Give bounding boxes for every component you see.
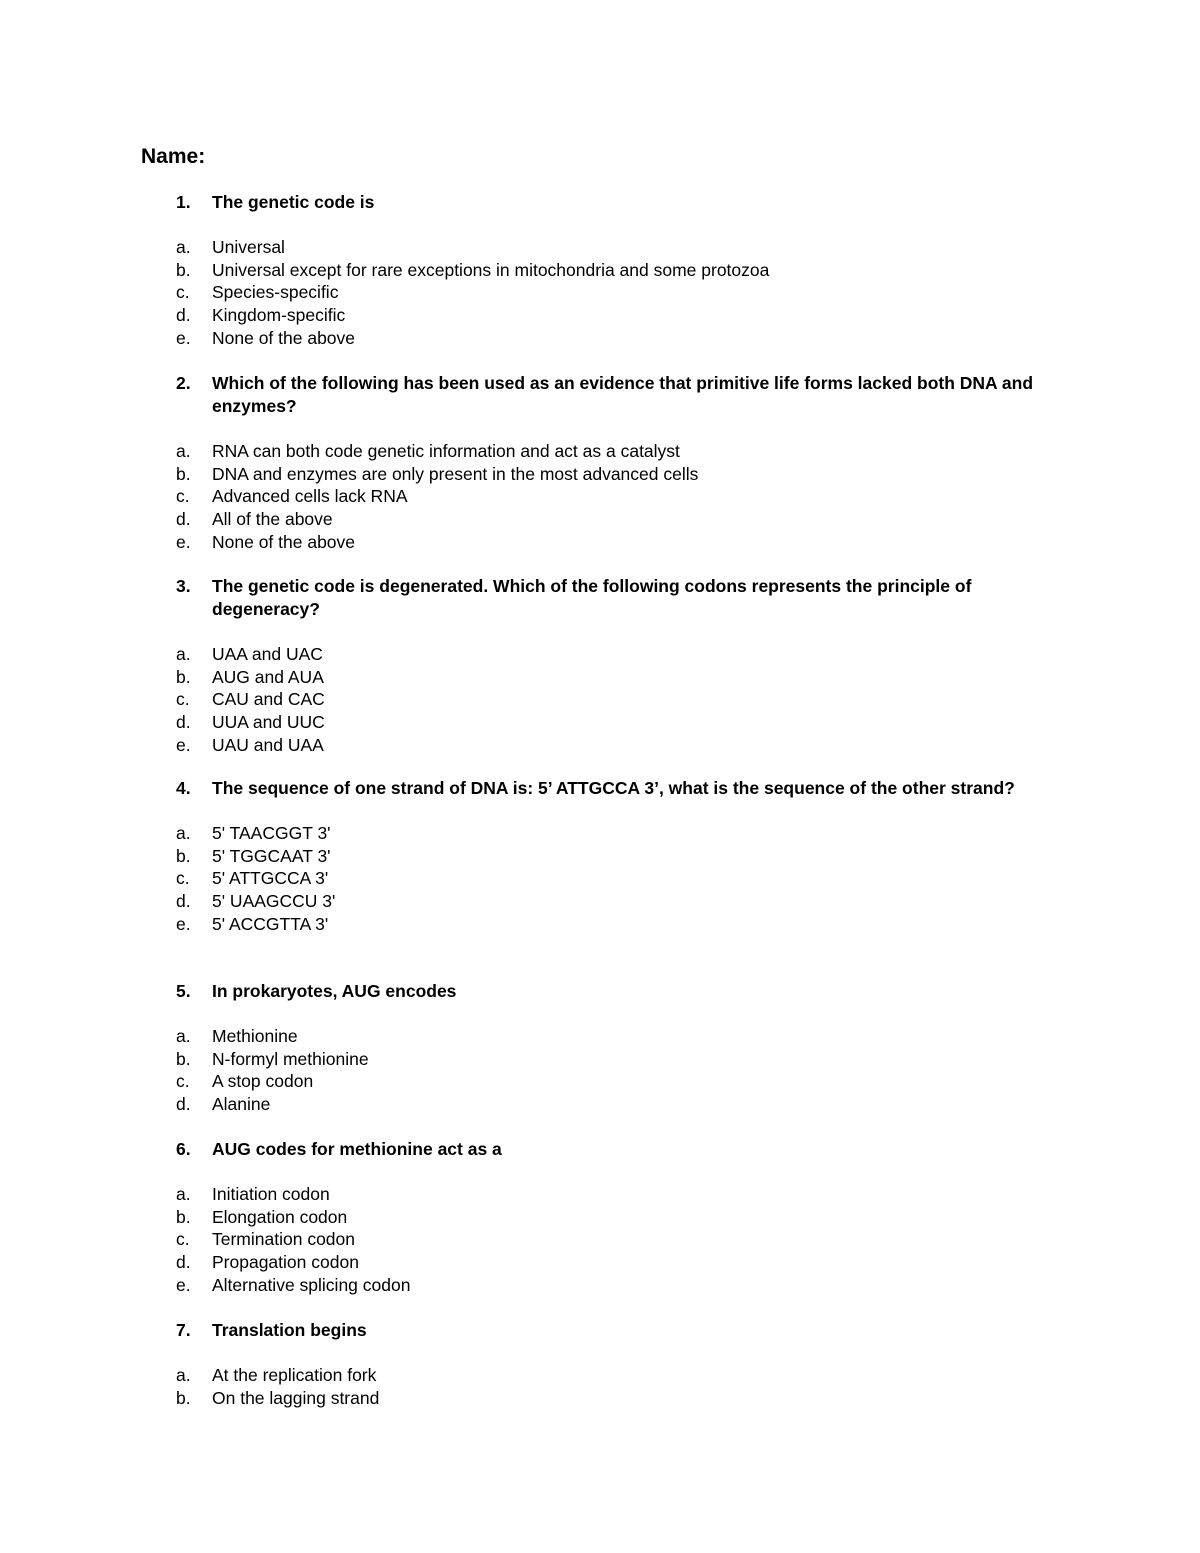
option-letter: e. (176, 1274, 191, 1295)
option-text: UAU and UAA (212, 734, 324, 755)
option-text: None of the above (212, 327, 356, 348)
option-text: Universal (212, 237, 285, 257)
question-text: The genetic code is (212, 192, 375, 212)
option-text: Universal except for rare exceptions in mitochondria and some protozoa (212, 259, 770, 280)
option-text: 5' ATTGCCA 3' (212, 868, 329, 889)
option-item (0, 1093, 1200, 1116)
option-letter: d. (176, 305, 191, 326)
option-letter: d. (176, 509, 191, 530)
option-item (0, 236, 1200, 259)
question-text: The genetic code is degenerated. Which of the following codons represents the principle of degeneracy? (212, 576, 972, 619)
option-letter: a. (176, 441, 191, 461)
option-text: CAU and CAC (212, 689, 325, 710)
question-2 (0, 372, 1200, 553)
question-prompt (0, 372, 1200, 418)
option-item (0, 890, 1200, 913)
option-text: Alanine (212, 1094, 271, 1115)
option-text: Advanced cells lack RNA (212, 486, 408, 507)
option-letter: c. (176, 486, 190, 507)
option-letter: a. (176, 1184, 191, 1204)
option-letter: a. (176, 237, 191, 257)
option-item (0, 688, 1200, 711)
option-item (0, 304, 1200, 327)
option-letter: b. (176, 463, 191, 484)
question-number: 2. (176, 373, 191, 393)
option-item (0, 1251, 1200, 1274)
option-letter: e. (176, 327, 191, 348)
option-letter: b. (176, 259, 191, 280)
question-number: 6. (176, 1139, 191, 1159)
option-item (0, 440, 1200, 463)
option-text: A stop codon (212, 1071, 314, 1092)
question-7 (0, 1319, 1200, 1409)
option-letter: a. (176, 823, 191, 843)
question-4 (0, 777, 1200, 935)
option-text: Propagation codon (212, 1252, 359, 1273)
option-letter: e. (176, 531, 191, 552)
option-letter: b. (176, 1048, 191, 1069)
option-text: N-formyl methionine (212, 1048, 369, 1069)
question-3 (0, 575, 1200, 756)
option-item (0, 711, 1200, 734)
question-prompt (0, 1138, 1200, 1161)
option-list (0, 643, 1200, 756)
option-item (0, 1274, 1200, 1297)
option-letter: c. (176, 1229, 190, 1250)
question-number: 5. (176, 981, 191, 1001)
option-item (0, 1206, 1200, 1229)
option-letter: c. (176, 1071, 190, 1092)
option-text: Kingdom-specific (212, 305, 346, 326)
option-letter: d. (176, 1252, 191, 1273)
question-number: 4. (176, 778, 191, 798)
option-letter: d. (176, 712, 191, 733)
option-list (0, 822, 1200, 935)
option-item (0, 643, 1200, 666)
option-item (0, 734, 1200, 757)
option-text: At the replication fork (212, 1365, 377, 1385)
option-letter: b. (176, 666, 191, 687)
option-item (0, 327, 1200, 350)
option-text: RNA can both code genetic information and act as a catalyst (212, 441, 680, 461)
option-item (0, 822, 1200, 845)
option-item (0, 1364, 1200, 1387)
option-item (0, 867, 1200, 890)
option-list (0, 236, 1200, 349)
option-text: Termination codon (212, 1229, 355, 1250)
option-item (0, 281, 1200, 304)
question-text: The sequence of one strand of DNA is: 5’ ATTGCCA 3’, what is the sequence of the other strand? (212, 778, 1015, 798)
option-text: Species-specific (212, 282, 339, 303)
option-text: All of the above (212, 509, 333, 530)
option-text: Methionine (212, 1026, 298, 1046)
option-item (0, 1387, 1200, 1410)
option-text: 5' ACCGTTA 3' (212, 913, 329, 934)
option-letter: a. (176, 1026, 191, 1046)
question-prompt (0, 1319, 1200, 1342)
option-list (0, 1025, 1200, 1116)
question-prompt (0, 777, 1200, 800)
option-item (0, 485, 1200, 508)
option-text: UAA and UAC (212, 644, 323, 664)
question-text: AUG codes for methionine act as a (212, 1139, 502, 1159)
question-5 (0, 980, 1200, 1116)
option-letter: e. (176, 913, 191, 934)
question-number: 1. (176, 192, 191, 212)
option-list (0, 440, 1200, 553)
option-text: UUA and UUC (212, 712, 325, 733)
option-letter: b. (176, 845, 191, 866)
option-letter: b. (176, 1206, 191, 1227)
question-text: Which of the following has been used as an evidence that primitive life forms lacked both DNA and enzymes? (212, 373, 1034, 416)
option-letter: e. (176, 734, 191, 755)
option-text: AUG and AUA (212, 666, 324, 687)
question-number: 7. (176, 1320, 191, 1340)
option-text: 5' UAAGCCU 3' (212, 891, 336, 912)
option-letter: a. (176, 1365, 191, 1385)
option-item (0, 1048, 1200, 1071)
option-item (0, 259, 1200, 282)
question-text: In prokaryotes, AUG encodes (212, 981, 457, 1001)
option-item (0, 913, 1200, 936)
option-text: Alternative splicing codon (212, 1274, 411, 1295)
option-text: 5' TGGCAAT 3' (212, 845, 331, 866)
question-text: Translation begins (212, 1320, 367, 1340)
option-item (0, 508, 1200, 531)
option-list (0, 1364, 1200, 1409)
option-letter: d. (176, 891, 191, 912)
option-item (0, 845, 1200, 868)
option-text: Elongation codon (212, 1206, 348, 1227)
option-text: On the lagging strand (212, 1387, 380, 1408)
question-prompt (0, 575, 1200, 621)
question-prompt (0, 980, 1200, 1003)
option-item (0, 1183, 1200, 1206)
option-letter: c. (176, 868, 190, 889)
option-letter: c. (176, 689, 190, 710)
option-item (0, 1228, 1200, 1251)
question-1 (0, 191, 1200, 349)
option-item (0, 1070, 1200, 1093)
option-item (0, 1025, 1200, 1048)
option-text: Initiation codon (212, 1184, 330, 1204)
question-6 (0, 1138, 1200, 1296)
question-prompt (0, 191, 1200, 214)
question-number: 3. (176, 576, 191, 596)
option-list (0, 1183, 1200, 1296)
option-item (0, 463, 1200, 486)
option-text: DNA and enzymes are only present in the most advanced cells (212, 463, 699, 484)
option-letter: a. (176, 644, 191, 664)
option-letter: d. (176, 1094, 191, 1115)
option-item (0, 531, 1200, 554)
name-label: Name: (141, 145, 206, 168)
option-letter: c. (176, 282, 190, 303)
option-letter: b. (176, 1387, 191, 1408)
option-text: None of the above (212, 531, 356, 552)
option-text: 5' TAACGGT 3' (212, 823, 331, 843)
option-item (0, 666, 1200, 689)
